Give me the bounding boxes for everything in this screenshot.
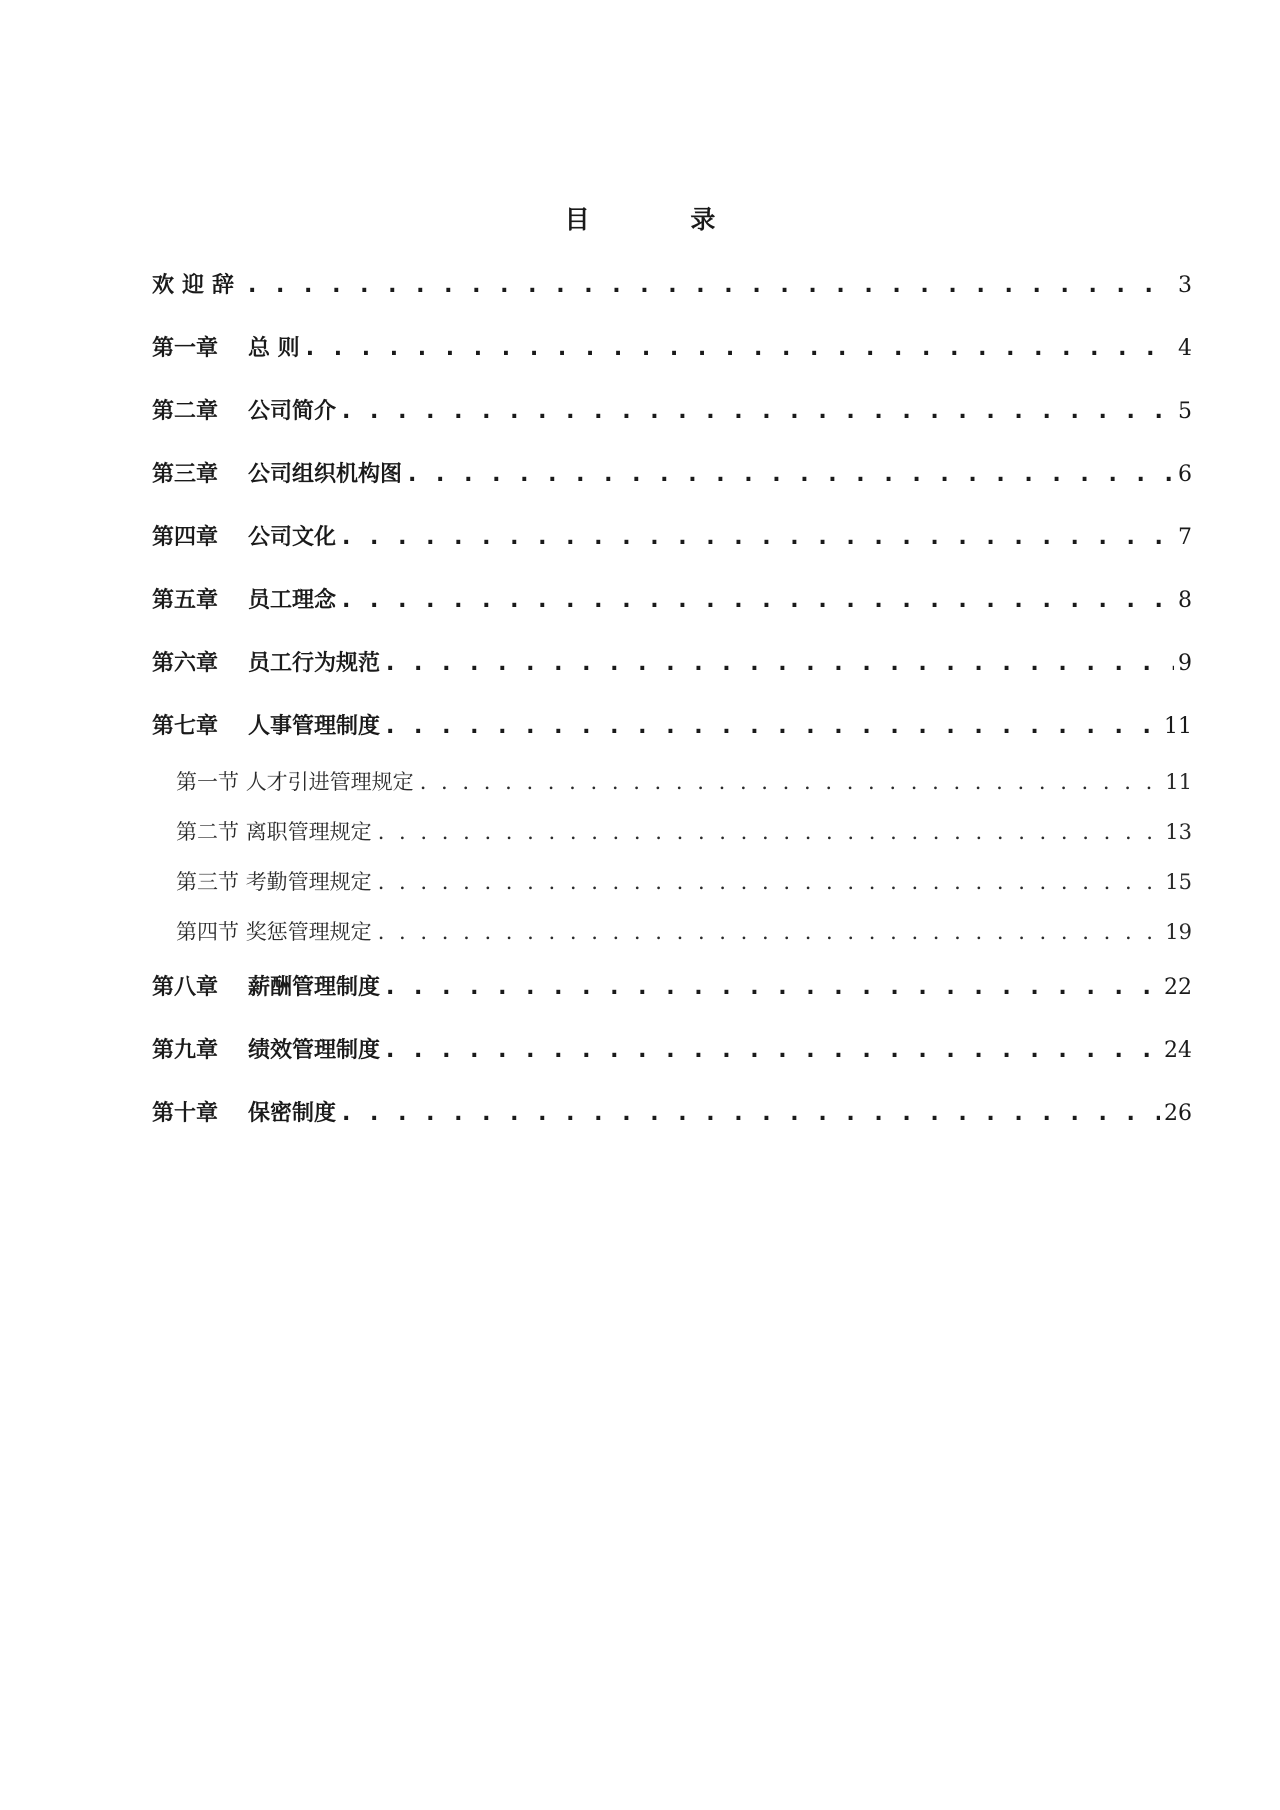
toc-entry-label: 人才引进管理规定 [245, 770, 414, 794]
toc-entry-label: 公司组织机构图 [248, 462, 403, 487]
dot-leader [342, 1101, 1160, 1126]
toc-section-number: 第一节 [176, 770, 239, 794]
toc-entry-label: 欢迎辞 [152, 273, 243, 298]
dot-leader [378, 870, 1162, 894]
toc-chapter-number: 第六章 [152, 651, 219, 676]
toc-page-number: 9 [1178, 651, 1192, 676]
toc-entry-section-7-4[interactable] [152, 916, 1192, 966]
toc-entry-label: 考勤管理规定 [245, 870, 372, 894]
dot-leader [342, 399, 1174, 424]
dot-leader [386, 1038, 1160, 1063]
toc-entry-chapter-5[interactable] [152, 583, 1192, 646]
toc-chapter-number: 第一章 [152, 336, 219, 361]
toc-entry-label: 奖惩管理规定 [245, 920, 372, 944]
toc-chapter-number: 第九章 [152, 1038, 219, 1063]
dot-leader [378, 820, 1162, 844]
toc-page-number: 3 [1178, 273, 1192, 298]
toc-entry-label: 绩效管理制度 [248, 1038, 381, 1063]
dot-leader [420, 770, 1162, 794]
toc-entry-chapter-2[interactable] [152, 394, 1192, 457]
dot-leader [408, 462, 1174, 487]
toc-chapter-number: 第二章 [152, 399, 219, 424]
toc-chapter-number: 第四章 [152, 525, 219, 550]
dot-leader [342, 588, 1174, 613]
dot-leader [378, 920, 1162, 944]
dot-leader [386, 714, 1160, 739]
dot-leader [248, 273, 1174, 298]
toc-entry-welcome[interactable] [152, 268, 1192, 331]
toc-entry-chapter-3[interactable] [152, 457, 1192, 520]
table-of-contents [152, 268, 1192, 1159]
toc-entry-chapter-7[interactable] [152, 709, 1192, 772]
toc-section-number: 第四节 [176, 920, 239, 944]
toc-entry-section-7-1[interactable] [152, 766, 1192, 816]
toc-chapter-number: 第七章 [152, 714, 219, 739]
toc-entry-section-7-2[interactable] [152, 816, 1192, 866]
toc-entry-chapter-1[interactable] [152, 331, 1192, 394]
toc-page-number: 11 [1165, 770, 1192, 794]
toc-page-number: 11 [1164, 714, 1192, 739]
toc-entry-chapter-8[interactable] [152, 970, 1192, 1033]
toc-entry-label: 公司文化 [248, 525, 337, 550]
toc-entry-chapter-9[interactable] [152, 1033, 1192, 1096]
toc-page-number: 26 [1164, 1101, 1192, 1126]
toc-section-number: 第二节 [176, 820, 239, 844]
toc-entry-label: 总 则 [248, 336, 300, 361]
toc-page-number: 8 [1178, 588, 1192, 613]
toc-page-number: 5 [1178, 399, 1192, 424]
dot-leader [386, 975, 1160, 1000]
toc-chapter-number: 第三章 [152, 462, 219, 487]
toc-page-number: 4 [1178, 336, 1192, 361]
toc-chapter-number: 第八章 [152, 975, 219, 1000]
toc-entry-label: 保密制度 [248, 1101, 337, 1126]
toc-page-number: 7 [1178, 525, 1192, 550]
toc-chapter-number: 第五章 [152, 588, 219, 613]
toc-entry-chapter-10[interactable] [152, 1096, 1192, 1159]
toc-entry-label: 薪酬管理制度 [248, 975, 381, 1000]
toc-page-number: 22 [1164, 975, 1192, 1000]
toc-page-number: 13 [1165, 820, 1192, 844]
toc-entry-chapter-4[interactable] [152, 520, 1192, 583]
toc-entry-label: 离职管理规定 [245, 820, 372, 844]
dot-leader [386, 651, 1174, 676]
toc-entry-label: 员工行为规范 [248, 651, 381, 676]
dot-leader [306, 336, 1174, 361]
dot-leader [342, 525, 1174, 550]
toc-entry-label: 人事管理制度 [248, 714, 381, 739]
toc-entry-chapter-6[interactable] [152, 646, 1192, 709]
toc-page-number: 19 [1165, 920, 1192, 944]
toc-entry-section-7-3[interactable] [152, 866, 1192, 916]
toc-chapter-number: 第十章 [152, 1101, 219, 1126]
toc-section-number: 第三节 [176, 870, 239, 894]
toc-entry-label: 公司简介 [248, 399, 337, 424]
toc-entry-label: 员工理念 [248, 588, 337, 613]
page-title: 目 录 [564, 205, 762, 234]
toc-page-number: 24 [1164, 1038, 1192, 1063]
toc-page-number: 6 [1178, 462, 1192, 487]
toc-page-number: 15 [1165, 870, 1192, 894]
